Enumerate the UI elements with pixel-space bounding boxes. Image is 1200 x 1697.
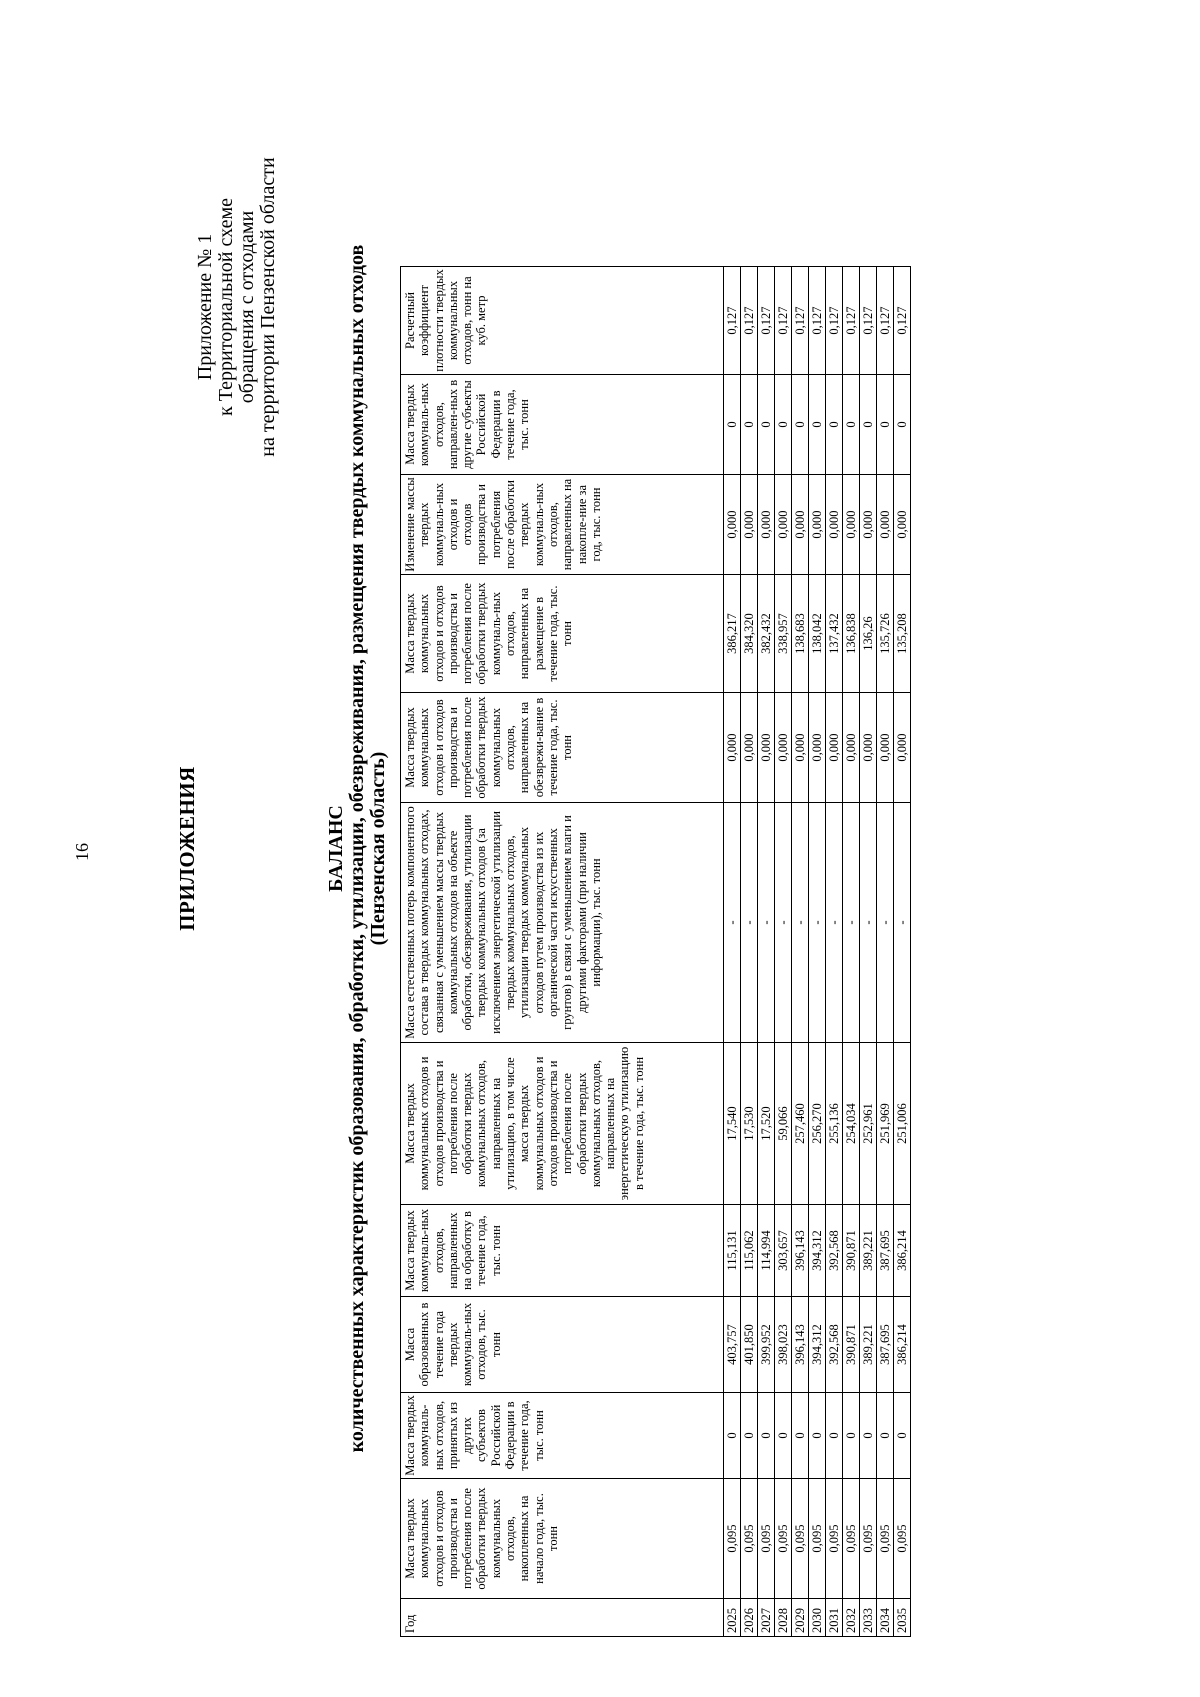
table-cell: -	[809, 803, 826, 1043]
table-cell: 17,520	[758, 1043, 775, 1205]
column-header: Масса естественных потерь компонентного состава в твердых коммунальных отходах, связанная с уменьшением массы твердых коммунальных отходов на объекте обработки, обезвреживания, утилизации твердых коммунальных отходов (за исключением энергетической утилизации твердых коммунальных отходов, утилизации твердых коммунальных отходов путем производства из их органической части искусственных грунтов) в связи с уменьшением влаги и другими факторами (при наличии информации), тыс. тонн	[401, 803, 724, 1043]
table-cell: 135,208	[894, 575, 911, 693]
table-row	[843, 267, 860, 1637]
table-cell: -	[775, 803, 792, 1043]
table-cell: 386,214	[894, 1297, 911, 1393]
table-row	[877, 267, 894, 1637]
table-cell: 0,000	[843, 475, 860, 575]
year-cell: 2029	[792, 1599, 809, 1637]
table-row	[826, 267, 843, 1637]
appendices-title: ПРИЛОЖЕНИЯ	[175, 766, 199, 931]
year-cell: 2032	[843, 1599, 860, 1637]
table-cell: 0	[809, 1393, 826, 1479]
table-cell: 252,961	[860, 1043, 877, 1205]
table-cell: 0	[877, 375, 894, 475]
table-cell: 0,127	[860, 267, 877, 375]
table-cell: 257,460	[792, 1043, 809, 1205]
table-cell: 0	[724, 1393, 741, 1479]
table-cell: 251,969	[877, 1043, 894, 1205]
table-cell: 0,000	[843, 693, 860, 803]
table-header-row	[401, 267, 724, 1637]
table-cell: -	[826, 803, 843, 1043]
table-cell: 115,062	[741, 1205, 758, 1297]
appendix-header	[195, 77, 279, 537]
table-cell: 0,000	[877, 475, 894, 575]
appendix-header-line: на территории Пензенской области	[257, 157, 279, 457]
table-cell: 0,127	[792, 267, 809, 375]
table-cell: 0,095	[758, 1479, 775, 1599]
table-cell: 387,695	[877, 1297, 894, 1393]
table-cell: 0	[741, 1393, 758, 1479]
table-row	[809, 267, 826, 1637]
table-cell: 0,000	[894, 475, 911, 575]
year-cell: 2027	[758, 1599, 775, 1637]
table-cell: 0	[894, 1393, 911, 1479]
column-header: Масса твердых коммуналь-ных отходов, принятых из других субъектов Российской Федерации в течение года, тыс. тонн	[401, 1393, 724, 1479]
table-cell: 0	[843, 375, 860, 475]
table-cell: 0,000	[792, 693, 809, 803]
table-cell: 0,000	[758, 693, 775, 803]
table-cell: 0,000	[792, 475, 809, 575]
table-cell: -	[741, 803, 758, 1043]
table-cell: 0,095	[843, 1479, 860, 1599]
appendix-header-line: Приложение № 1	[194, 233, 216, 381]
table-cell: 387,695	[877, 1205, 894, 1297]
table-cell: 0	[877, 1393, 894, 1479]
year-cell: 2028	[775, 1599, 792, 1637]
table-cell: 137,432	[826, 575, 843, 693]
table-cell: 0,127	[741, 267, 758, 375]
column-header: Масса твердых коммунальных отходов и отходов производства и потребления после обработки твердых коммунальных отходов, направленных на обезврежи-вание в течение года, тыс. тонн	[401, 693, 724, 803]
balance-title	[326, 0, 389, 1697]
balance-title-line: (Пензенская область)	[367, 751, 389, 946]
table-cell: 0,095	[860, 1479, 877, 1599]
table-cell: -	[894, 803, 911, 1043]
table-cell: 0,127	[826, 267, 843, 375]
table-cell: 115,131	[724, 1205, 741, 1297]
table-cell: 0	[775, 375, 792, 475]
table-cell: 0	[775, 1393, 792, 1479]
balance-table	[400, 266, 911, 1637]
column-header: Масса твердых коммуналь-ных отходов, направлен-ных в другие субъекты Российской Федерации в течение года, тыс. тонн	[401, 375, 724, 475]
table-cell: 114,994	[758, 1205, 775, 1297]
table-row	[894, 267, 911, 1637]
table-cell: 0,127	[809, 267, 826, 375]
table-body	[724, 267, 911, 1637]
table-cell: 399,952	[758, 1297, 775, 1393]
table-cell: 255,136	[826, 1043, 843, 1205]
column-header: Год	[401, 1599, 724, 1637]
table-cell: 401,850	[741, 1297, 758, 1393]
table-cell: 0,000	[826, 475, 843, 575]
table-cell: 136,838	[843, 575, 860, 693]
table-cell: 390,871	[843, 1297, 860, 1393]
table-row	[741, 267, 758, 1637]
table-cell: 135,726	[877, 575, 894, 693]
table-cell: 0,000	[741, 475, 758, 575]
year-cell: 2026	[741, 1599, 758, 1637]
table-cell: 398,023	[775, 1297, 792, 1393]
table-cell: 386,217	[724, 575, 741, 693]
column-header: Изменение массы твердых коммуналь-ных отходов и отходов производства и потребления после обработки твердых коммуналь-ных отходов, направленных на накопле-ние за год, тыс. тонн	[401, 475, 724, 575]
year-cell: 2033	[860, 1599, 877, 1637]
table-cell: 0,000	[724, 475, 741, 575]
table-cell: 0,095	[877, 1479, 894, 1599]
year-cell: 2031	[826, 1599, 843, 1637]
year-cell: 2025	[724, 1599, 741, 1637]
table-cell: 256,270	[809, 1043, 826, 1205]
table-cell: 0	[758, 1393, 775, 1479]
table-cell: 251,006	[894, 1043, 911, 1205]
table-cell: 0,000	[758, 475, 775, 575]
table-cell: 338,957	[775, 575, 792, 693]
table-cell: 254,034	[843, 1043, 860, 1205]
table-cell: 0,127	[843, 267, 860, 375]
page-number: 16	[72, 843, 92, 861]
table-cell: 59,066	[775, 1043, 792, 1205]
table-row	[792, 267, 809, 1637]
table-cell: 0,095	[826, 1479, 843, 1599]
appendix-header-line: к Территориальной схеме	[215, 197, 237, 417]
column-header: Масса твердых коммунальных отходов и отходов производства и потребления после обработки твердых коммунальных отходов, накопленных на начало года, тыс. тонн	[401, 1479, 724, 1599]
table-cell: 389,221	[860, 1205, 877, 1297]
table-cell: 0,000	[775, 475, 792, 575]
table-cell: 386,214	[894, 1205, 911, 1297]
table-cell: 0	[843, 1393, 860, 1479]
year-cell: 2034	[877, 1599, 894, 1637]
table-row	[775, 267, 792, 1637]
table-cell: 392,568	[826, 1205, 843, 1297]
appendix-header-line: обращения с отходами	[236, 210, 258, 404]
table-cell: 138,683	[792, 575, 809, 693]
table-cell: 0,000	[741, 693, 758, 803]
table-cell: 303,657	[775, 1205, 792, 1297]
table-cell: 0,000	[826, 693, 843, 803]
table-row	[860, 267, 877, 1637]
table-cell: 0	[792, 1393, 809, 1479]
table-cell: 396,143	[792, 1205, 809, 1297]
table-row	[724, 267, 741, 1637]
table-cell: 0,095	[792, 1479, 809, 1599]
table-cell: -	[860, 803, 877, 1043]
table-cell: 396,143	[792, 1297, 809, 1393]
table-cell: 0	[860, 375, 877, 475]
table-cell: 0	[792, 375, 809, 475]
table-cell: -	[877, 803, 894, 1043]
table-cell: 0,000	[775, 693, 792, 803]
table-cell: -	[758, 803, 775, 1043]
table-cell: 0,127	[724, 267, 741, 375]
column-header: Масса твердых коммуналь-ных отходов, направленных на обработку в течение года, тыс. тонн	[401, 1205, 724, 1297]
table-cell: -	[792, 803, 809, 1043]
table-cell: 384,320	[741, 575, 758, 693]
table-cell: 0,000	[894, 693, 911, 803]
table-cell: 0	[860, 1393, 877, 1479]
table-cell: 392,568	[826, 1297, 843, 1393]
table-cell: 0	[826, 1393, 843, 1479]
table-cell: 0,000	[860, 475, 877, 575]
table-cell: -	[843, 803, 860, 1043]
table-cell: 0	[826, 375, 843, 475]
table-cell: 0,127	[758, 267, 775, 375]
table-cell: 0	[894, 375, 911, 475]
table-cell: 389,221	[860, 1297, 877, 1393]
table-cell: 0,095	[741, 1479, 758, 1599]
table-cell: 403,757	[724, 1297, 741, 1393]
table-cell: 0	[724, 375, 741, 475]
table-cell: 394,312	[809, 1297, 826, 1393]
table-cell: -	[724, 803, 741, 1043]
table-cell: 0,000	[860, 693, 877, 803]
column-header: Расчетный коэффициент плотности твердых коммунальных отходов, тонн на куб. метр	[401, 267, 724, 375]
table-cell: 0,000	[724, 693, 741, 803]
table-cell: 0,000	[809, 475, 826, 575]
table-cell: 0,000	[877, 693, 894, 803]
table-cell: 390,871	[843, 1205, 860, 1297]
table-cell: 0,095	[809, 1479, 826, 1599]
table-cell: 0,127	[894, 267, 911, 375]
balance-title-line: БАЛАНС	[325, 805, 347, 892]
table-cell: 394,312	[809, 1205, 826, 1297]
table-cell: 0,000	[809, 693, 826, 803]
table-cell: 0	[741, 375, 758, 475]
table-cell: 0,095	[894, 1479, 911, 1599]
table-cell: 0	[809, 375, 826, 475]
table-cell: 382,432	[758, 575, 775, 693]
table-cell: 17,530	[741, 1043, 758, 1205]
table-cell: 136,26	[860, 575, 877, 693]
column-header: Масса твердых коммунальных отходов и отходов производства и потребления после обработки твердых коммуналь-ных отходов, направленных на размещение в течение года, тыс. тонн	[401, 575, 724, 693]
table-cell: 0,095	[775, 1479, 792, 1599]
table-cell: 0,127	[877, 267, 894, 375]
year-cell: 2030	[809, 1599, 826, 1637]
table-cell: 138,042	[809, 575, 826, 693]
column-header: Масса образованных в течение года твердых коммуналь-ных отходов, тыс. тонн	[401, 1297, 724, 1393]
balance-title-line: количественных характеристик образования, обработки, утилизации, обезвреживания, размещения твердых коммунальных отходов	[346, 244, 368, 1453]
year-cell: 2035	[894, 1599, 911, 1637]
table-cell: 0	[758, 375, 775, 475]
table-cell: 0,127	[775, 267, 792, 375]
column-header: Масса твердых коммунальных отходов и отходов производства и потребления после обработки твердых коммунальных отходов, направленных на утилизацию, в том числе масса твердых коммунальных отходов и отходов производства и потребления после обработки твердых коммунальных отходов, направленных на энергетическую утилизацию в течение года, тыс. тонн	[401, 1043, 724, 1205]
table-row	[758, 267, 775, 1637]
table-cell: 17,540	[724, 1043, 741, 1205]
table-cell: 0,095	[724, 1479, 741, 1599]
